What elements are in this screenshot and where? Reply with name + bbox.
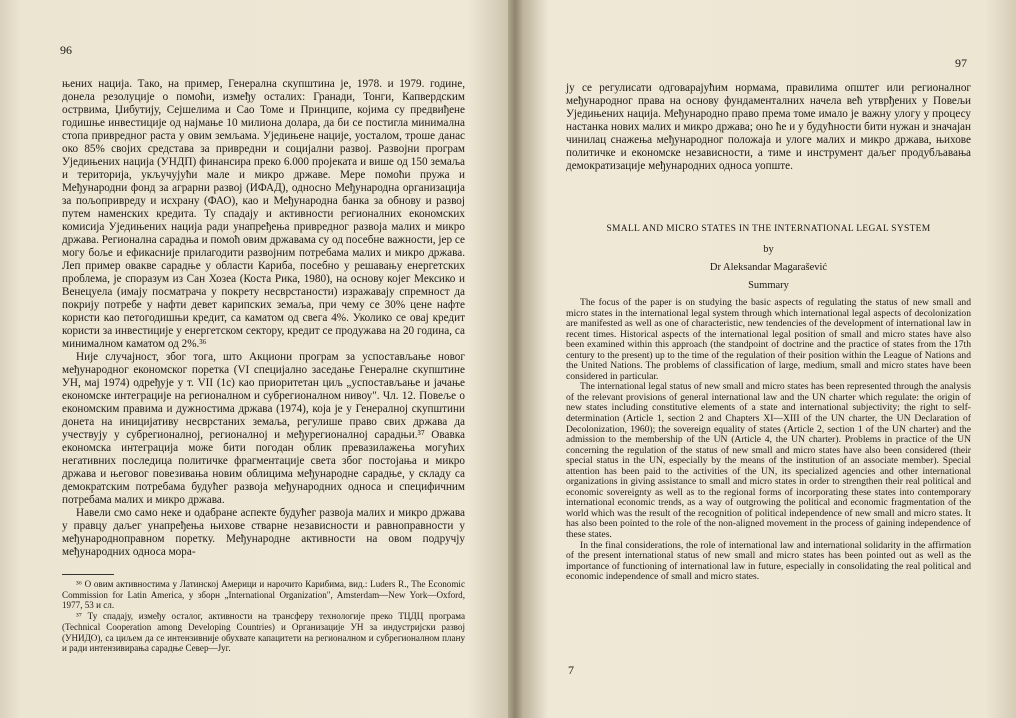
summary-paragraph: In the final considerations, the role of international law and international solidarity in the affirmation of the present international status of new small and micro states has been pointed out as well as the importance of functioning of international law in future, especially in consolidating the real political and economic independence of small and micro states.	[566, 539, 971, 583]
footnote-rule	[62, 574, 114, 575]
summary-title: SMALL AND MICRO STATES IN THE INTERNATIONAL LEGAL SYSTEM	[606, 224, 931, 234]
footnotes	[62, 574, 465, 654]
byline-by: by	[763, 244, 774, 255]
main-text	[62, 78, 465, 559]
footnote: ³⁶ О овим активностима у Латинској Америци и нарочито Карибима, вид.: Luders R., The Economic Commission for Latin America, у зборн „International Organization", Amsterdam—New York—Oxford, 1977, 53 и сл.	[62, 579, 465, 611]
right-page	[522, 0, 1016, 718]
page-number: 96	[60, 43, 72, 57]
summary-paragraph: The focus of the paper is on studying the basic aspects of regulating the status of new small and micro states in the international legal system through which international legal aspects of decolonization are manifested as well as one of characteristic, new tendencies of the development of international law in recent times. Historical aspects of the international legal position of small and micro states have also been examined within this approach (the standpoint of doctrine and the practice of states from the 17th century to the present) up to the time of the regulation of their position within the League of Nations and the United Nations. The problems of classification of large, medium, small and micro states have been considered in particular.	[566, 297, 971, 382]
page-number: 97	[955, 56, 967, 70]
author-name: Dr Aleksandar Magarašević	[709, 262, 828, 273]
paragraph: Навели смо само неке и одабране аспекте будућег развоја малих и микро држава у правцу даљег унапређења њихове стварне независности и равноправности у међународноправном поретку. Међународне активности на овом подручју међународних односа мора-	[62, 507, 465, 558]
footnote: ³⁷ Ту спадају, између осталог, активности на трансферу технологије преко ТЦДЦ програма (Technical Cooperation among Developing Countries) и Организације УН за индустријски развој (УНИДО), са циљем да се интензивније обухвате капацитети на регионалном и субрегионалном плану и ради интензивирања сарадње Север—Југ.	[62, 611, 465, 654]
paragraph: Није случајност, због тога, што Акциони програм за успостављање новог међународног економског поретка (VI специјално заседање Генералне скупштине УН, мај 1974) одређује у т. VII (1с) као приоритетан циљ „успостављање и јачање економске интеграције на регионалном и субрегионалном нивоу". Чл. 12. Повеље о економским правима и дужностима држава (1974), која је у Генералној скупштини донета на иницијативу несврстаних земаља, регулише право свих држава да учествују у субрегионалној, регионалној и међурегионалној сарадњи.³⁷ Овавка економска интеграција може бити погодан облик превазилажења могућих негативних последица политичке фрагментације света због постојања и микро држава и његовог повезивања новим облицима међународне сарадње, у складу са демократским потребама будућег развоја међународних односа и специфичним потребама малих и микро држава.	[62, 351, 465, 506]
summary-text	[566, 298, 971, 583]
summary-heading: Summary	[748, 280, 789, 291]
continued-text	[566, 82, 971, 173]
signature-mark: 7	[568, 663, 574, 677]
paragraph: њених нација. Тако, на пример, Генерална скупштина је, 1978. и 1979. године, донела резолуције о помоћи, између осталих: Гранади, Тонги, Капвердским острвима, Џибутију, Сејшелима и Сао Томе и Принципе, којима су предвиђене годишње инвестиције од најмање 10 милиона долара, да би се постигла минимална стопа привредног раста у овим земљама. Уједињене нације, уосталом, троше данас око 85% својих средстава за привредни и социјални развој. Развојни програм Уједињених нација (УНДП) финансира преко 6.000 пројеката и више од 150 земаља и територија, укључујући мале и микро државе. Мере помоћи пружа и Међународни фонд за аграрни развој (ИФАД), односно Међународна организација за пољопривреду и исхрану (ФАО), као и Међународна банка за обнову и развој путем наменских кредита. Ту спадају и активности регионалних економских комисија Уједињених нација ради унапређења привредног развоја малих и микро држава. Регионална сарадња и помоћ овим државама су од посебне важности, јер се могу боље и ефикасније прилагодити развојним потребама малих и микро држава. Леп пример овакве сарадње у области Кариба, посебно у решавању енергетских проблема, је споразум из Сан Хозеа (Коста Рика, 1980), на основу којег Мексико и Венецуела (имају посматрача у покрету несврстаности) изражавају спремност да покрију потребе у нафти девет карипских земаља, при чему се 30% цене нафте користи као петогодишњи кредит, са каматом од свега 4%. Уколико се овај кредит користи за инвестиције у енергетском сектору, кредит се продужава на 20 година, са минималном каматом од 2%.³⁶	[62, 78, 465, 350]
paragraph: ју се регулисати одговарајућим нормама, правилима општег или регионалног међународног права на основу фундаменталних начела већ утврђених у Повељи Уједињених нација. Међународно право према томе имало је важну улогу у процесу настанка нових малих и микро држава; оно ће и у будућности бити нужан и значајан чинилац снажења међународног положаја и улоге малих и микро држава, њихове политичке и економске независности, а тиме и инструмент даљег продубљавања демократизације међународних односа уопште.	[566, 82, 971, 172]
summary-paragraph: The international legal status of new small and micro states has been represented through the analysis of the relevant provisions of general international law and the UN charter which regulate: the origin of new states including constitutive elements of a state and international subjectivity; the right to self-determination (Article 1, section 2 and Chapters XI—XIII of the UN charter, the UN Declaration of Decolonization, 1960); the sovereign equality of states (Article 2, section 1 of the UN charter) and the admission to the membership of the UN (Article 4, the UN charter). Problems in practice of the UN concerning the regulation of the status of new small and micro states have also been considered (their special status in the UN, especially by the means of the institution of an associate member). Special attention has been paid to the activities of the UN, its specialized agencies and other international organizations in giving assistance to small and micro states in order to strengthen their real political and economic sovereignty as well as to the regional forms of incorporating these states into contemporary international economic trends, as a way of outgrowing the political and economic fragmentation of the world which was the result of the recognition of political independence of new small and micro states. It has also been pointed to the role of the non-aligned movement in the process of gaining independence of these states.	[566, 381, 971, 541]
book-gutter	[508, 0, 522, 718]
